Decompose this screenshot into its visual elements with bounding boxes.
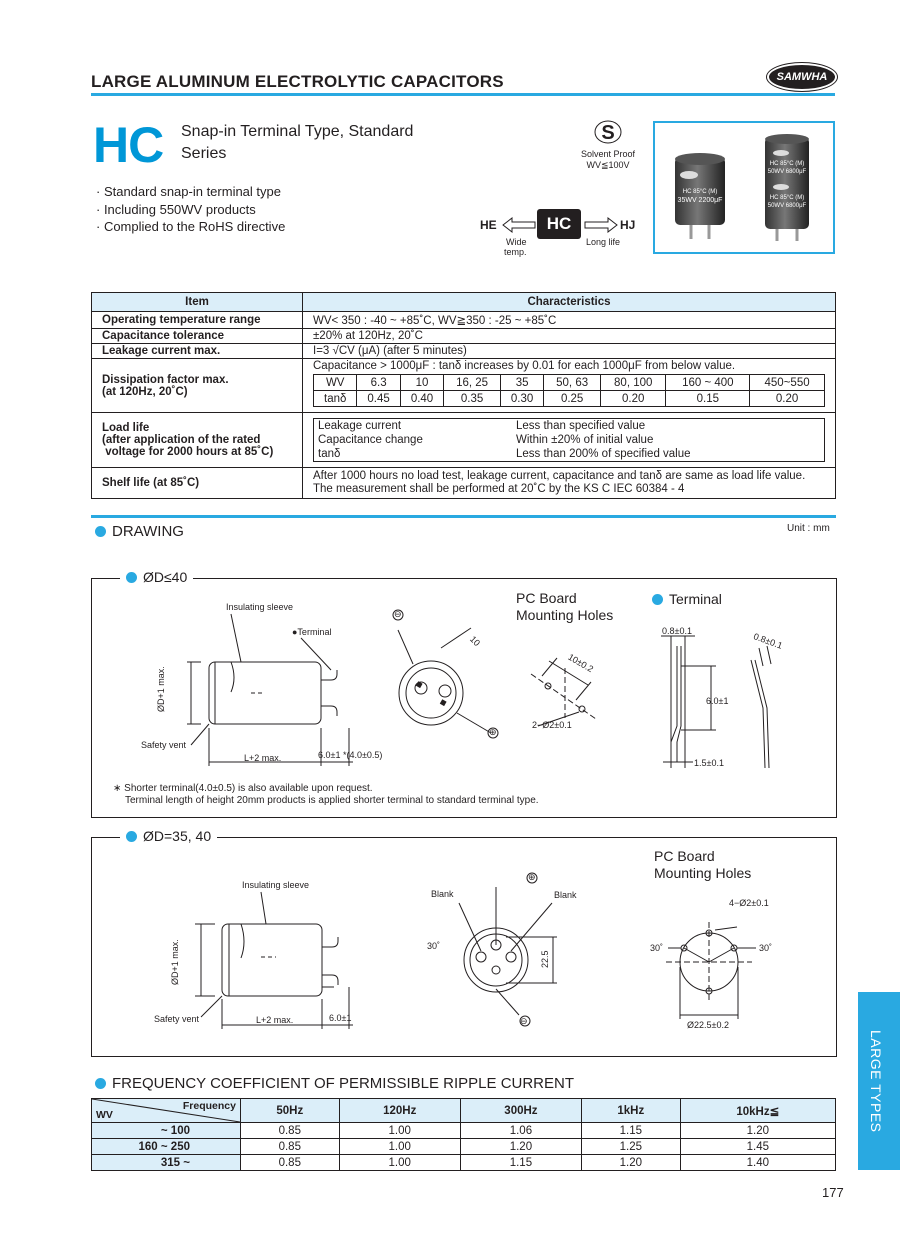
freq-row [92,1155,836,1171]
df-table [313,374,825,407]
section-rule [91,515,836,518]
spec-item-df [92,359,303,413]
pcd-label: Ø22.5±0.2 [687,1020,729,1030]
freq-row [92,1123,836,1139]
pcb-title-line1: PC Board [654,848,715,864]
diameter-label: ØD+1 max. [170,939,180,985]
df-wv-cell: 160 ~ 400 [666,375,750,391]
df-wv-cell: 35 [500,375,543,391]
df-tan-cell: 0.20 [750,391,825,407]
flow-left-note: Wide [506,237,527,247]
product-photo [653,121,835,254]
load-param: tanδ [318,448,341,460]
freq-cell: 0.85 [241,1123,340,1139]
series-subtitle: Snap-in Terminal Type, Standard Series [181,123,414,162]
feature-list [96,183,285,236]
plus-terminal-icon: ⊕ [528,872,536,882]
series-code: HC [93,117,164,173]
spec-item: Leakage current max. [92,344,303,359]
pcb-holes-label: 2−Ø2±0.1 [532,720,572,730]
freq-title: FREQUENCY COEFFICIENT OF PERMISSIBLE RIPPLE CURRENT [112,1075,575,1092]
flow-left-note2: temp. [504,247,527,257]
spec-header-item: Item [92,293,303,312]
shelf-cell [303,468,836,499]
load-cell [303,413,836,468]
blank-label: Blank [554,890,577,900]
df-cell [303,359,836,413]
df-wv-cell: 80, 100 [600,375,666,391]
df-tan-cell: 0.40 [400,391,443,407]
dim-22-5-label: 22.5 [540,950,550,968]
bullet-icon [95,526,106,537]
freq-header: 10kHz≦ [680,1099,835,1123]
page-number: 177 [822,1185,844,1200]
load-limit: Less than 200% of specified value [516,448,691,460]
df-wv-label: WV [314,375,357,391]
freq-cell: 1.40 [680,1155,835,1171]
bullet-icon [95,1078,106,1089]
pcb-spacing-label: 10±0.2 [566,651,596,675]
df-tan-cell: 0.45 [357,391,400,407]
freq-wv: 160 ~ 250 [92,1139,241,1155]
freq-corner-bottom: WV [96,1109,113,1121]
length-label: L+2 max. [256,1015,294,1025]
flow-left: HE [480,218,497,232]
freq-cell: 1.20 [680,1123,835,1139]
pcb-angle-right: 30˚ [759,943,773,953]
df-tan-cell: 0.30 [500,391,543,407]
pcb-holes-label: 4−Ø2±0.1 [729,898,769,908]
terminal-width-label-2: 0.8±0.1 [752,631,784,651]
df-tan-label: tanδ [314,391,357,407]
spec-item: Operating temperature range [92,312,303,329]
page-title: LARGE ALUMINUM ELECTROLYTIC CAPACITORS [91,72,504,91]
spec-item-load [92,413,303,468]
df-tan-cell: 0.20 [600,391,666,407]
pcb-title-line1: PC Board [516,590,577,606]
spec-value: ±20% at 120Hz, 20˚C [303,329,836,344]
df-tan-cell: 0.15 [666,391,750,407]
pcb-title [516,590,613,624]
box1-label-text: ØD≤40 [143,569,188,585]
badge-line2: WV≦100V [586,160,630,170]
freq-cell: 1.45 [680,1139,835,1155]
df-item-line2: (at 120Hz, 20˚C) [102,385,188,398]
freq-wv: ~ 100 [92,1123,241,1139]
freq-header: 120Hz [339,1099,460,1123]
box2-label-text: ØD=35, 40 [143,828,212,844]
drawing-heading [95,523,184,540]
minus-terminal-icon: ⊖ [520,1016,528,1026]
brand-logo [767,63,837,91]
plus-terminal-icon: ⊕ [489,727,497,737]
badge-line1: Solvent Proof [580,149,636,159]
terminal-length-label: 6.0±1 *(4.0±0.5) [318,750,383,760]
flow-right: HJ [620,218,636,232]
flow-center-box: HC [537,209,581,239]
freq-header: 300Hz [460,1099,581,1123]
shorter-terminal-note: ∗ Shorter terminal(4.0±0.5) is also available upon request. [113,783,373,794]
series-flow [480,209,640,259]
df-tan-cell: 0.25 [544,391,601,407]
angle-label: 30˚ [427,941,441,951]
spec-value: I=3 √CV (μA) (after 5 minutes) [303,344,836,359]
load-limit: Within ±20% of initial value [516,434,654,446]
load-param: Capacitance change [318,434,423,446]
load-item-line3: voltage for 2000 hours at 85˚C) [102,446,274,458]
spec-table [91,292,836,499]
spec-header-char: Characteristics [303,293,836,312]
pcb-angle-left: 30˚ [650,943,664,953]
terminal-heading [652,591,722,608]
unit-label: Unit : mm [787,523,830,534]
terminal-length-note: Terminal length of height 20mm products is applied shorter terminal to standard terminal type. [125,795,539,806]
spec-item: Capacitance tolerance [92,329,303,344]
capacitor-photo-illustration [655,123,833,252]
side-tab-label: LARGE TYPES [868,1030,884,1133]
header-rule [91,93,835,96]
spec-value: WV< 350 : -40 ~ +85˚C, WV≧350 : -25 ~ +85˚C [303,312,836,329]
terminal-height-label: 6.0±1 [706,696,729,706]
diameter-label: ØD+1 max. [156,666,166,712]
load-item-line2: (after application of the rated [102,434,261,446]
df-wv-cell: 50, 63 [544,375,601,391]
terminal-title: Terminal [669,591,722,607]
freq-heading [95,1075,574,1092]
feature-item: · Complied to the RoHS directive [96,219,286,234]
freq-cell: 1.00 [339,1155,460,1171]
df-wv-cell: 450~550 [750,375,825,391]
photo-cap2-line1-b: HC 85°C (M) [769,195,805,201]
solvent-badge [577,120,639,171]
svg-text:S: S [601,122,615,144]
drawing-title: DRAWING [112,523,184,540]
freq-cell: 1.25 [582,1139,681,1155]
solvent-s-icon [594,120,622,144]
freq-header: 1kHz [582,1099,681,1123]
dim-10-label: 10 [467,633,483,649]
feature-item: · Including 550WV products [96,201,256,217]
freq-cell: 1.20 [460,1139,581,1155]
blank-label: Blank [431,889,454,899]
pcb-title-line2: Mounting Holes [654,865,752,881]
df-wv-cell: 10 [400,375,443,391]
brand-logo-text: SAMWHA [776,71,828,83]
shelf-line2: The measurement shall be performed at 20˚C by the KS C IEC 60384 - 4 [313,483,685,495]
freq-cell: 1.00 [339,1139,460,1155]
df-wv-row [314,375,825,391]
df-tan-row [314,391,825,407]
safety-vent-label: Safety vent [141,740,187,750]
freq-header: 50Hz [241,1099,340,1123]
photo-cap1-line1: HC 85°C (M) [682,189,718,195]
photo-cap2-line2-b: 50WV 6800μF [767,203,807,209]
freq-row [92,1139,836,1155]
freq-corner [92,1099,241,1123]
df-tan-cell: 0.35 [444,391,501,407]
insulating-sleeve-label: Insulating sleeve [226,602,294,612]
minus-terminal-icon: ⊖ [394,609,402,619]
flow-right-note: Long life [586,237,621,247]
freq-cell: 0.85 [241,1155,340,1171]
arrow-left-icon [502,217,536,233]
freq-wv: 315 ~ [92,1155,241,1171]
photo-cap2-line1: HC 85°C (M) [769,161,805,167]
freq-cell: 1.15 [460,1155,581,1171]
bullet-icon [652,594,663,605]
photo-cap2-line2: 50WV 6800μF [767,169,807,175]
df-wv-cell: 16, 25 [444,375,501,391]
freq-cell: 1.20 [582,1155,681,1171]
freq-cell: 1.00 [339,1123,460,1139]
freq-cell: 1.06 [460,1123,581,1139]
df-wv-cell: 6.3 [357,375,400,391]
photo-cap1-line2: 35WV 2200μF [677,197,723,204]
freq-cell: 1.15 [582,1123,681,1139]
load-param: Leakage current [318,420,402,432]
df-note: Capacitance > 1000μF : tanδ increases by 0.01 for each 1000μF from below value. [313,360,736,372]
pcb-title-line2: Mounting Holes [516,607,614,623]
load-item-line1: Load life [102,422,150,434]
terminal-base-label: 1.5±0.1 [694,758,724,768]
freq-corner-top: Frequency [182,1100,236,1112]
shelf-line1: After 1000 hours no load test, leakage current, capacitance and tanδ are same as load life value. [313,470,806,482]
safety-vent-label: Safety vent [154,1014,200,1024]
df-item-line1: Dissipation factor max. [102,373,229,386]
load-table [313,418,825,462]
spec-item: Shelf life (at 85˚C) [92,468,303,499]
freq-cell: 0.85 [241,1139,340,1155]
insulating-sleeve-label: Insulating sleeve [242,880,310,890]
terminal-mark-label: ●Terminal [292,627,332,637]
arrow-right-icon [584,217,618,233]
feature-item: · Standard snap-in terminal type [96,184,281,199]
load-limit: Less than specified value [516,420,646,432]
pcb-title [654,848,751,882]
terminal-width-label: 0.8±0.1 [662,626,692,636]
terminal-length-label: 6.0±1 [329,1013,352,1023]
freq-table [91,1098,836,1171]
side-tab [858,992,900,1170]
length-label: L+2 max. [244,753,282,763]
